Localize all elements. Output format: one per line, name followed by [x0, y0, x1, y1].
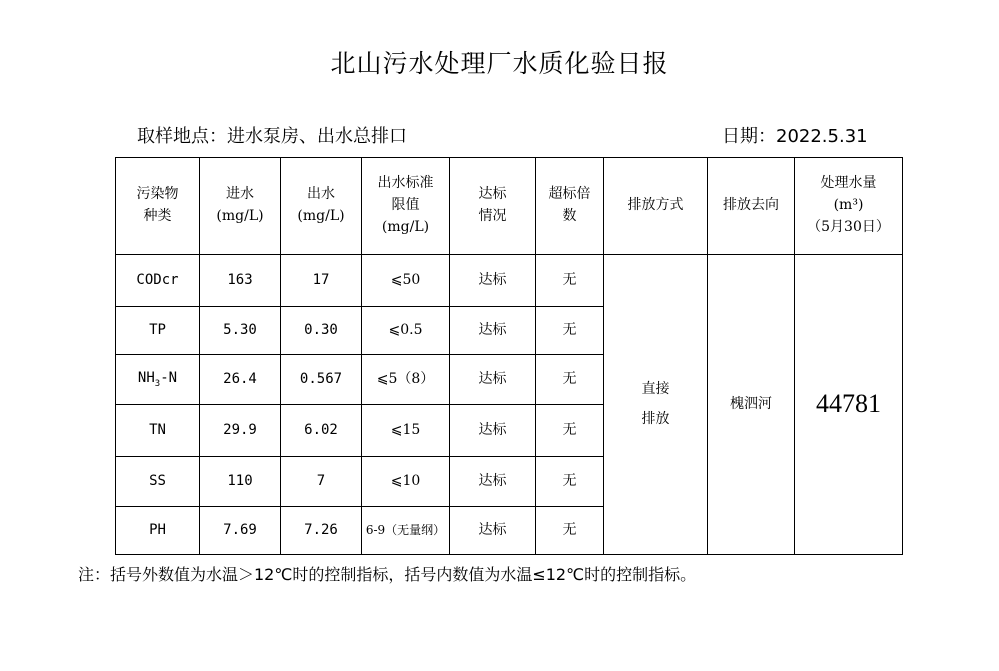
header-volume: 处理水量 (m³) （5月30日）: [795, 158, 903, 255]
effluent-cell: 0.30: [281, 307, 362, 355]
pollutant-cell: SS: [116, 457, 200, 507]
status-cell: 达标: [450, 507, 536, 555]
table-row: [116, 255, 903, 307]
exceed-cell: 无: [536, 355, 604, 405]
status-cell: 达标: [450, 255, 536, 307]
status-cell: 达标: [450, 457, 536, 507]
effluent-cell: 7.26: [281, 507, 362, 555]
effluent-cell: 6.02: [281, 405, 362, 457]
effluent-cell: 0.567: [281, 355, 362, 405]
header-discharge-to: 排放去向: [708, 158, 795, 255]
report-date: 日期：2022.5.31: [722, 126, 868, 147]
header-exceed: 超标倍 数: [536, 158, 604, 255]
volume-cell: 44781: [795, 255, 903, 555]
exceed-cell: 无: [536, 457, 604, 507]
limit-cell: ⩽10: [362, 457, 450, 507]
effluent-cell: 7: [281, 457, 362, 507]
influent-cell: 26.4: [200, 355, 281, 405]
pollutant-cell: $NH_3-N$: [116, 355, 200, 405]
header-status: 达标 情况: [450, 158, 536, 255]
header-discharge-method: 排放方式: [604, 158, 708, 255]
pollutant-cell: CODcr: [116, 255, 200, 307]
exceed-cell: 无: [536, 507, 604, 555]
exceed-cell: 无: [536, 255, 604, 307]
pollutant-cell: PH: [116, 507, 200, 555]
influent-cell: 5.30: [200, 307, 281, 355]
limit-cell: ⩽0.5: [362, 307, 450, 355]
report-title: 北山污水处理厂水质化验日报: [330, 49, 669, 78]
status-cell: 达标: [450, 405, 536, 457]
header-limit: 出水标准 限值 (mg/L): [362, 158, 450, 255]
influent-cell: 7.69: [200, 507, 281, 555]
influent-cell: 163: [200, 255, 281, 307]
footnote: 注：括号外数值为水温＞12℃时的控制指标，括号内数值为水温≤12℃时的控制指标。: [78, 565, 697, 584]
exceed-cell: 无: [536, 405, 604, 457]
status-cell: 达标: [450, 355, 536, 405]
header-effluent: 出水 (mg/L): [281, 158, 362, 255]
influent-cell: 110: [200, 457, 281, 507]
water-quality-table: [115, 157, 903, 555]
limit-cell: ⩽50: [362, 255, 450, 307]
limit-cell: 6-9（无量纲）: [362, 507, 450, 555]
exceed-cell: 无: [536, 307, 604, 355]
status-cell: 达标: [450, 307, 536, 355]
effluent-cell: 17: [281, 255, 362, 307]
discharge-method-cell: 直接 排放: [604, 255, 708, 555]
sampling-location: 取样地点：进水泵房、出水总排口: [137, 126, 407, 147]
influent-cell: 29.9: [200, 405, 281, 457]
pollutant-cell: TP: [116, 307, 200, 355]
limit-cell: ⩽15: [362, 405, 450, 457]
limit-cell: ⩽5（8）: [362, 355, 450, 405]
header-influent: 进水 (mg/L): [200, 158, 281, 255]
header-row: [116, 158, 903, 255]
pollutant-cell: TN: [116, 405, 200, 457]
header-pollutant: 污染物 种类: [116, 158, 200, 255]
discharge-to-cell: 槐泗河: [708, 255, 795, 555]
